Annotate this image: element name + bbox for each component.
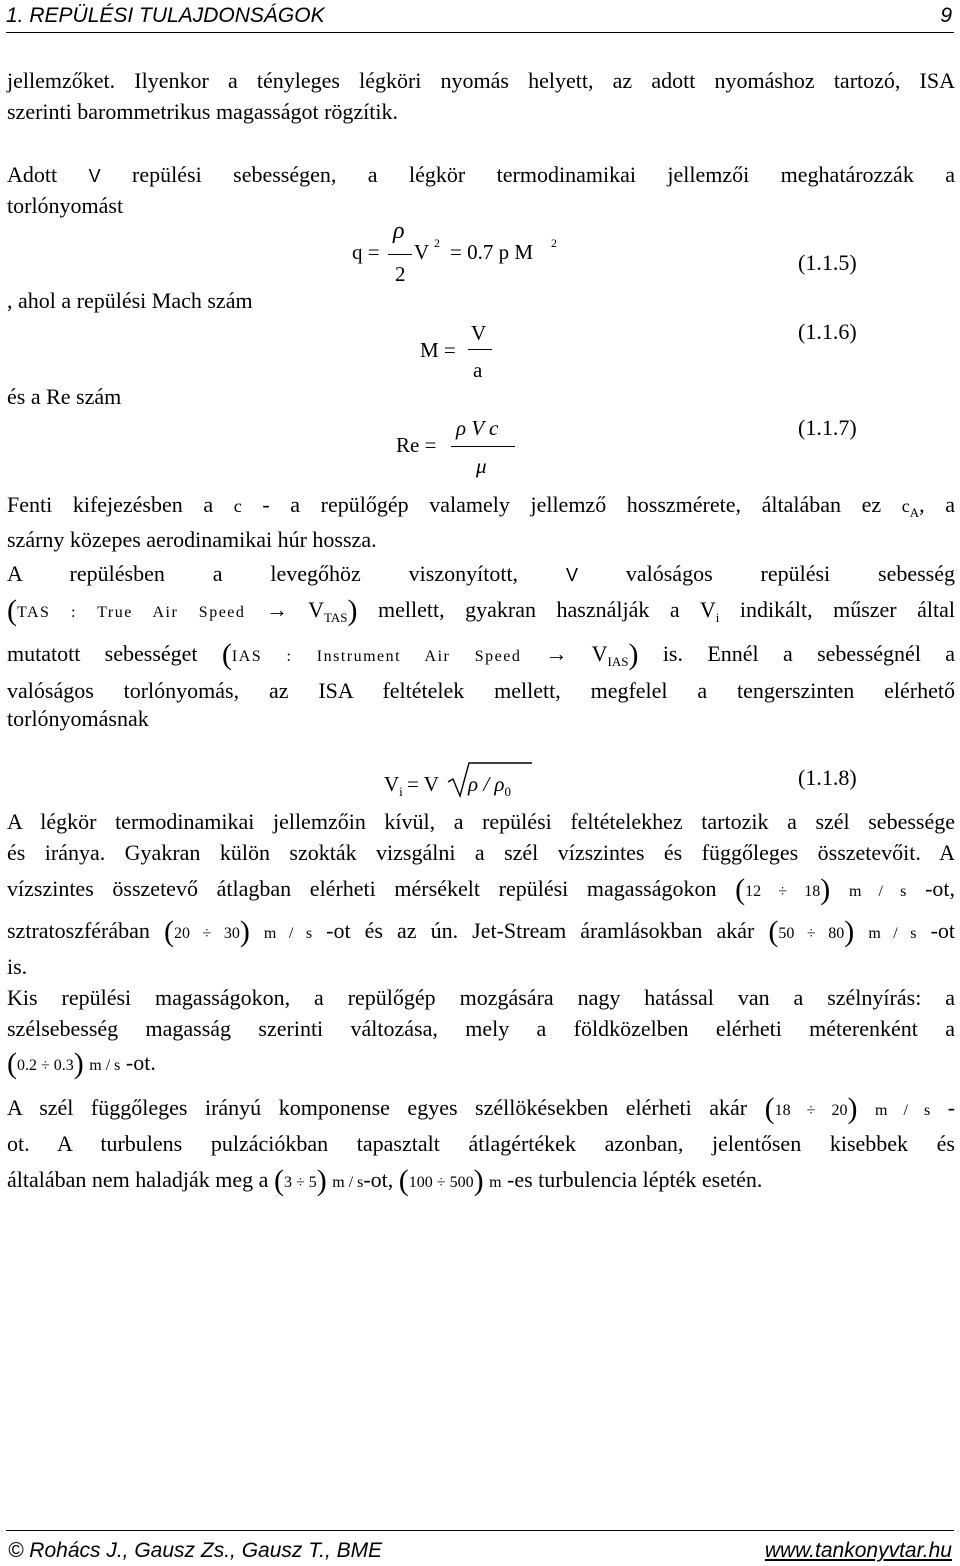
tas-definition: TAS : True Air Speed xyxy=(17,604,246,621)
text-line: szárny közepes aerodinamikai húr hossza. xyxy=(7,527,377,552)
ias-definition: IAS : Instrument Air Speed xyxy=(231,648,522,665)
fraction-bar xyxy=(451,446,515,447)
text-line: A légkör termodinamikai jellemzőin kívül, a repülési feltételekhez tartozik a szél sebessége xyxy=(7,809,955,834)
fraction-bar xyxy=(388,254,412,255)
velocity-symbol: V xyxy=(88,166,101,186)
chord-symbol: c xyxy=(233,496,242,516)
chapter-title: 1. REPÜLÉSI TULAJDONSÁGOK xyxy=(6,4,325,27)
text-line: ot. A turbulens pulzációkban tapasztalt átlagértékek azonban, jelentősen kisebbek és xyxy=(7,1131,955,1156)
website-link[interactable]: www.tankonyvtar.hu xyxy=(764,1539,952,1562)
text-line: és a Re szám xyxy=(7,384,122,409)
text-line: Fenti kifejezésben a c - a repülőgép valamely jellemző hosszmérete, általában ez $c_A$, a xyxy=(7,492,956,520)
equation-number: (1.1.8) xyxy=(798,765,857,790)
text-line: mutatott sebességet (IAS : Instrument Air Speed → $V_{IAS}$) is. Ennél a sebességnél a xyxy=(7,638,956,671)
text-line: jellemzőket. Ilyenkor a tényleges légköri nyomás helyett, az adott nyomáshoz tartozó, ISA xyxy=(7,68,955,93)
page-number: 9 xyxy=(940,4,952,27)
page-footer xyxy=(6,1530,954,1565)
text-line: , ahol a repülési Mach szám xyxy=(7,288,253,313)
page-header xyxy=(6,2,954,33)
text-line: szerinti barommetrikus magasságot rögzítik. xyxy=(7,99,399,124)
text-line: valóságos torlónyomás, az ISA feltételek mellett, megfelel a tengerszinten elérhető xyxy=(7,678,955,703)
text-line: torlónyomásnak xyxy=(7,706,149,731)
text-line: és iránya. Gyakran külön szokták vizsgálni a szél vízszintes és függőleges összetevőit. A xyxy=(7,840,955,865)
text-line: torlónyomást xyxy=(7,193,124,218)
text-line: sztratoszférában (20 ÷ 30) m / s -ot és az ún. Jet-Stream áramlásokban akár (50 ÷ 80) m / s -ot xyxy=(7,915,956,948)
authors-credit: © Rohács J., Gausz Zs., Gausz T., BME xyxy=(8,1539,383,1562)
text-line: szélsebesség magasság szerinti változása, mely a földközelben elérheti méterenként a xyxy=(7,1016,955,1041)
text-line: vízszintes összetevő átlagban elérheti mérsékelt repülési magasságokon (12 ÷ 18) m / s -ot, xyxy=(7,873,956,906)
mean-chord-symbol: c xyxy=(901,496,910,516)
text-line: A repülésben a levegőhöz viszonyított, V valóságos repülési sebesség xyxy=(7,561,956,586)
text-line: Kis repülési magasságokon, a repülőgép mozgására nagy hatással van a szélnyírás: a xyxy=(7,985,955,1010)
equation-number: (1.1.7) xyxy=(798,415,857,440)
fraction-bar xyxy=(468,349,492,350)
equation-number: (1.1.6) xyxy=(798,319,857,344)
text-line: A szél függőleges irányú komponense egyes széllökésekben elérheti akár (18 ÷ 20) m / s - xyxy=(7,1092,956,1125)
text-word: Adott xyxy=(7,162,58,187)
equation-number: (1.1.5) xyxy=(798,250,857,275)
text-span: repülési sebességen, a légkör termodinamikai jellemzői meghatározzák a xyxy=(132,162,956,187)
text-line: is. xyxy=(7,954,28,979)
text-line: (0.2 ÷ 0.3) m / s -ot. xyxy=(7,1047,156,1080)
text-line: általában nem haladják meg a (3 ÷ 5) m / s-ot, (100 ÷ 500) m -es turbulencia lépték esetén. xyxy=(7,1164,763,1197)
text-line: (TAS : True Air Speed → $V_{TAS}$) mellett, gyakran használják a $V_i$ indikált, műszer által xyxy=(7,594,956,627)
text-line xyxy=(7,164,955,186)
